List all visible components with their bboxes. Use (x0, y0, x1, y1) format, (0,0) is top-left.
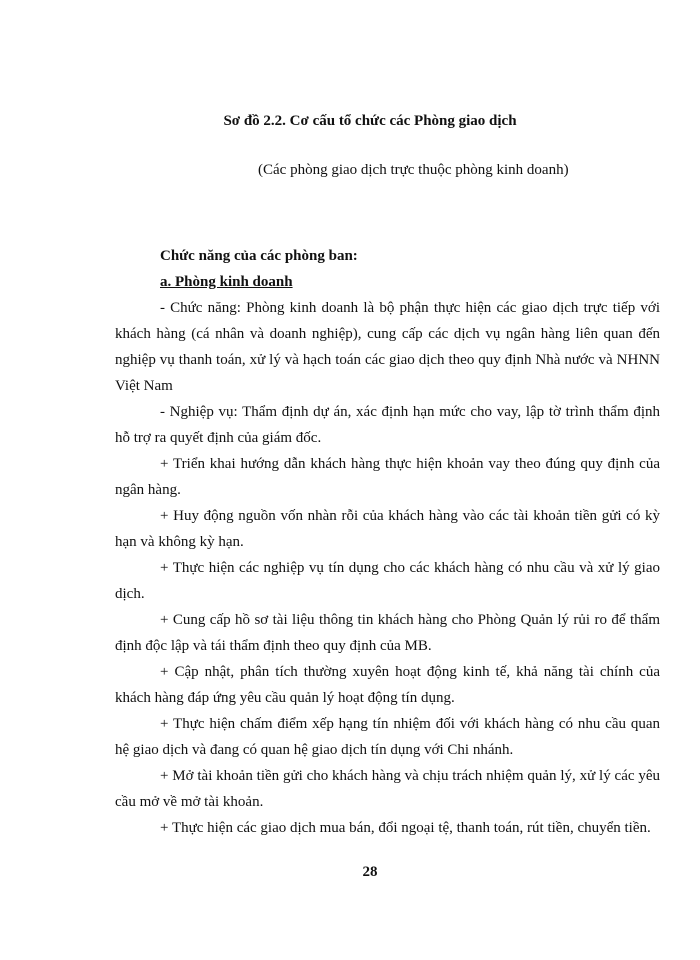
paragraph: + Huy động nguồn vốn nhàn rỗi của khách hàng vào các tài khoản tiền gửi có kỳ hạn và không kỳ hạn. (115, 508, 660, 550)
page-number: 28 (362, 864, 378, 880)
paragraph: + Thực hiện chấm điểm xếp hạng tín nhiệm đối với khách hàng có nhu cầu quan hệ giao dịch và đang có quan hệ giao dịch tín dụng với Chi nhánh. (115, 716, 660, 758)
section-heading: Chức năng của các phòng ban: (160, 248, 358, 264)
paragraph: - Nghiệp vụ: Thẩm định dự án, xác định hạn mức cho vay, lập tờ trình thẩm định hỗ trợ ra quyết định của giám đốc. (115, 404, 660, 446)
paragraph: + Mở tài khoản tiền gửi cho khách hàng và chịu trách nhiệm quản lý, xử lý các yêu cầu mở về mở tài khoản. (115, 768, 660, 810)
paragraph: + Cập nhật, phân tích thường xuyên hoạt động kinh tế, khả năng tài chính của khách hàng đáp ứng yêu cầu quản lý hoạt động tín dụng. (115, 664, 660, 706)
body-text (115, 243, 660, 841)
paragraph-list (115, 295, 660, 841)
figure-subcaption: (Các phòng giao dịch trực thuộc phòng kinh doanh) (258, 162, 569, 178)
figure-caption: Sơ đồ 2.2. Cơ cấu tổ chức các Phòng giao dịch (223, 113, 517, 129)
subsection-heading: a. Phòng kinh doanh (160, 274, 293, 290)
paragraph: - Chức năng: Phòng kinh doanh là bộ phận thực hiện các giao dịch trực tiếp với khách hàng (cá nhân và doanh nghiệp), cung cấp các dịch vụ ngân hàng liên quan đến nghiệp vụ thanh toán, xử lý và hạch toán các giao dịch theo quy định Nhà nước và NHNN Việt Nam (115, 300, 660, 394)
paragraph: + Thực hiện các giao dịch mua bán, đổi ngoại tệ, thanh toán, rút tiền, chuyển tiền. (160, 820, 651, 836)
paragraph: + Thực hiện các nghiệp vụ tín dụng cho các khách hàng có nhu cầu và xử lý giao dịch. (115, 560, 660, 602)
paragraph: + Cung cấp hồ sơ tài liệu thông tin khách hàng cho Phòng Quản lý rủi ro để thẩm định độc lập và tái thẩm định theo quy định của MB. (115, 612, 660, 654)
paragraph: + Triển khai hướng dẫn khách hàng thực hiện khoản vay theo đúng quy định của ngân hàng. (115, 456, 660, 498)
